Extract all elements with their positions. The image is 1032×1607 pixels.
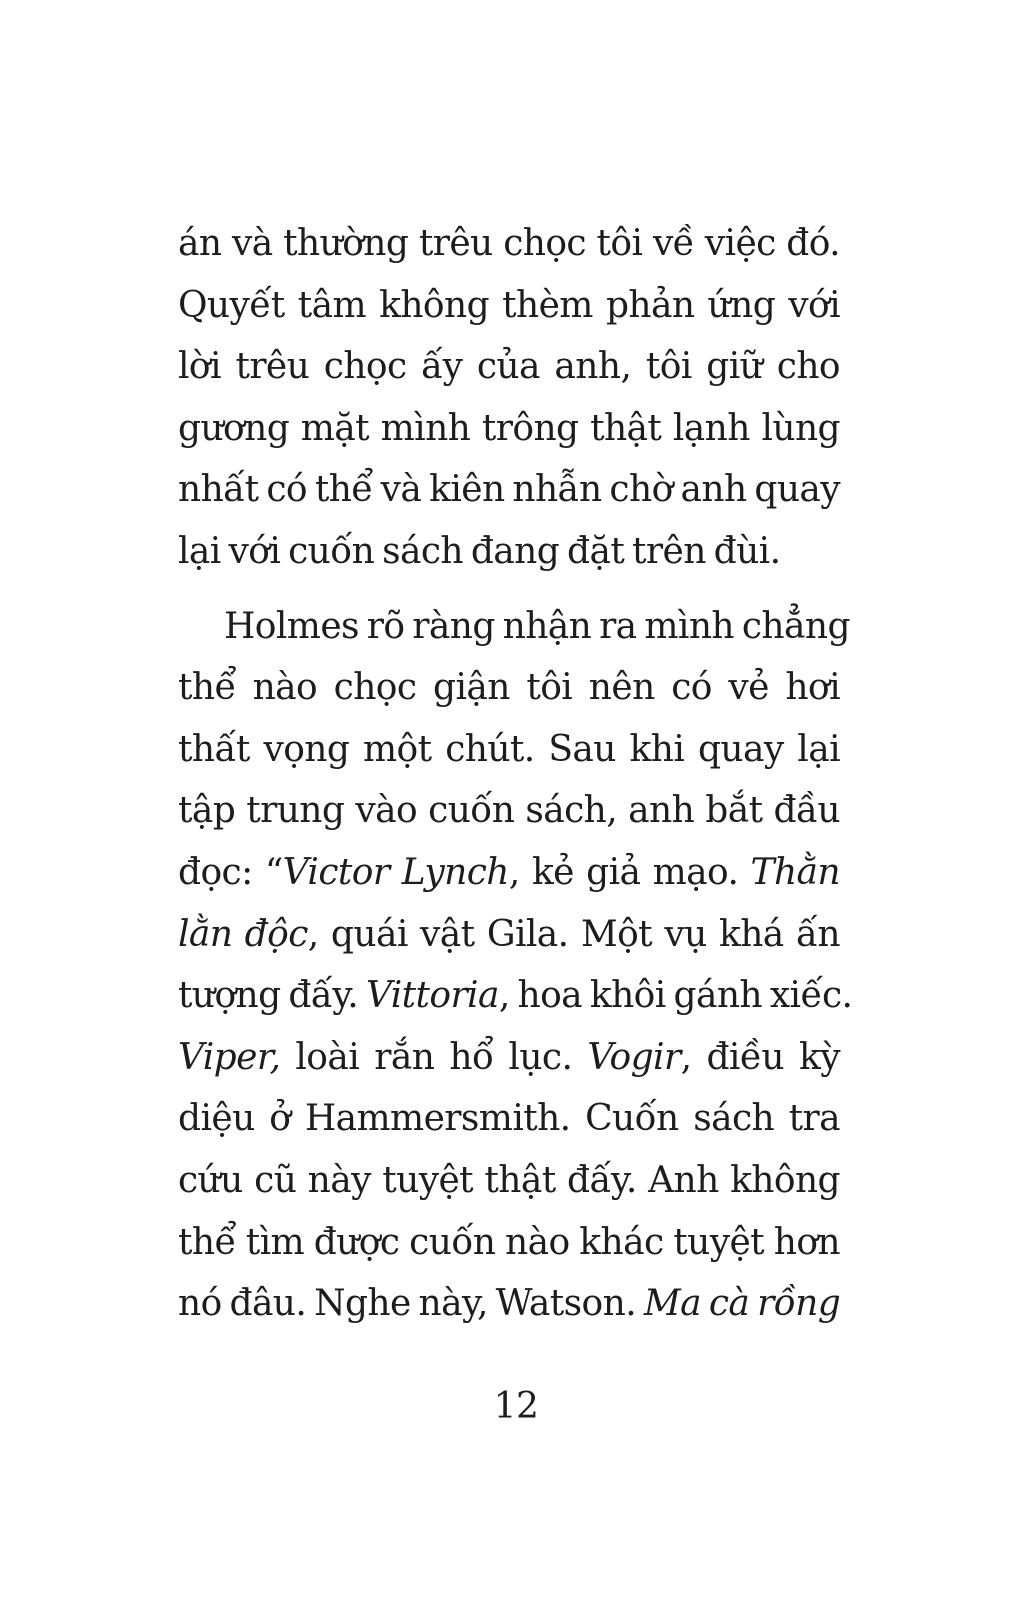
italic-name: Vittoria xyxy=(365,975,499,1017)
text-line xyxy=(178,1027,840,1089)
text-line: diệu ở Hammersmith. Cuốn sách tra xyxy=(178,1098,840,1140)
text-line: thể tìm được cuốn nào khác tuyệt hơn xyxy=(178,1221,840,1263)
paragraph-gap xyxy=(178,583,840,596)
italic-name: Vogir xyxy=(587,1036,681,1078)
text-line xyxy=(178,965,853,1027)
text-line: lại với cuốn sách đang đặt trên đùi. xyxy=(178,530,781,572)
italic-name: Viper, xyxy=(178,1036,281,1078)
text-line: Holmes rõ ràng nhận ra mình chẳng xyxy=(224,605,850,647)
text-line: Quyết tâm không thèm phản ứng với xyxy=(178,284,840,326)
italic-name: Thằn xyxy=(750,851,840,893)
text-line: nhất có thể và kiên nhẫn chờ anh quay xyxy=(178,469,841,511)
text-span: , quái vật Gila. Một vụ khá ấn xyxy=(307,913,840,955)
text-line: thể nào chọc giận tôi nên có vẻ hơi xyxy=(178,667,840,709)
text-span: , kẻ giả mạo. xyxy=(508,851,751,893)
text-line: cứu cũ này tuyệt thật đấy. Anh không xyxy=(178,1159,840,1201)
page-number: 12 xyxy=(493,1386,539,1427)
italic-name: lằn độc xyxy=(178,913,308,955)
text-line xyxy=(178,842,840,904)
paragraph-2 xyxy=(178,596,853,1335)
page-body-text xyxy=(178,213,853,1335)
paragraph-1 xyxy=(178,213,840,583)
text-span: nó đâu. Nghe này, Watson. xyxy=(178,1283,644,1325)
text-line: án và thường trêu chọc tôi về việc đó. xyxy=(178,223,840,264)
text-line: lời trêu chọc ấy của anh, tôi giữ cho xyxy=(178,346,840,388)
text-line: thất vọng một chút. Sau khi quay lại xyxy=(178,728,840,770)
italic-name: Victor Lynch xyxy=(282,851,509,893)
text-span: , hoa khôi gánh xiếc. xyxy=(498,975,853,1017)
text-span: , điều kỳ xyxy=(680,1036,840,1078)
text-line: tập trung vào cuốn sách, anh bắt đầu xyxy=(178,790,840,832)
text-line xyxy=(178,1273,840,1335)
text-line: gương mặt mình trông thật lạnh lùng xyxy=(178,407,840,449)
text-span: đọc: “ xyxy=(178,851,283,893)
text-span: loài rắn hổ lục. xyxy=(280,1036,588,1078)
text-line xyxy=(178,904,840,966)
text-span: tượng đấy. xyxy=(178,975,366,1017)
italic-name: Ma cà rồng xyxy=(643,1283,841,1325)
